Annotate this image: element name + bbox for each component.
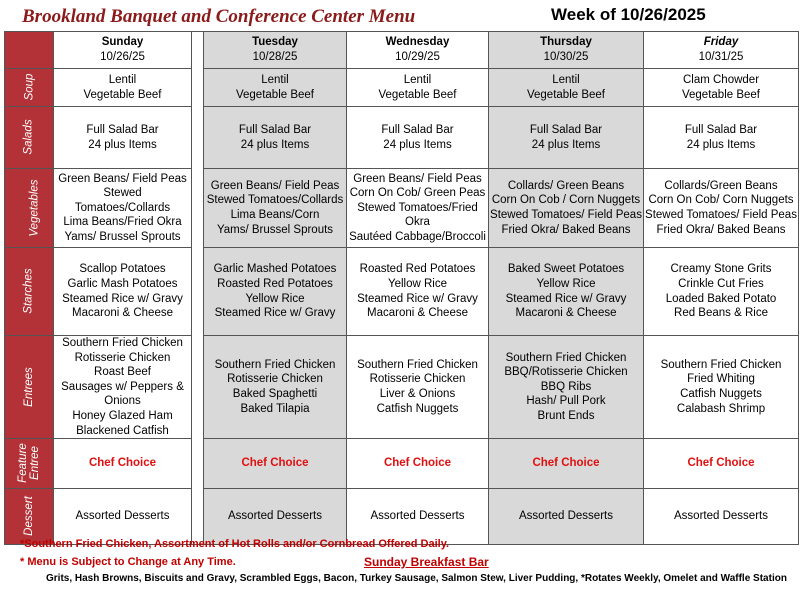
- menu-item: Chef Choice: [687, 457, 755, 470]
- salads-cell-tuesday: [204, 107, 347, 169]
- menu-item: 24 plus Items: [383, 138, 452, 151]
- breakfast-bar-title: Sunday Breakfast Bar: [364, 555, 489, 569]
- vegetables-cell-tuesday: [204, 169, 347, 248]
- day-name: Thursday: [540, 36, 592, 49]
- footer-note-daily: *Southern Fried Chicken, Assortment of Hot Rolls and/or Cornbread Offered Daily.: [20, 538, 450, 550]
- day-name: Wednesday: [385, 36, 450, 49]
- menu-item: Yams/ Brussel Sprouts: [64, 230, 181, 243]
- menu-row-soup: [5, 69, 799, 107]
- menu-item: Vegetable Beef: [235, 88, 314, 101]
- menu-row-vegetables: [5, 169, 799, 248]
- menu-item: Sausages w/ Peppers &: [61, 380, 184, 393]
- feature-entree-cell-tuesday: [204, 439, 347, 489]
- menu-item: Corn On Cob/ Corn Nuggets: [648, 194, 794, 207]
- corner-cell: [5, 32, 54, 69]
- row-label-text: Dessert: [23, 496, 35, 537]
- menu-item: Crinkle Cut Fries: [678, 277, 764, 290]
- entrees-cell-thursday: [489, 336, 644, 439]
- menu-item: Assorted Desserts: [228, 510, 322, 523]
- menu-item: Baked Sweet Potatoes: [507, 263, 625, 276]
- menu-item: Full Salad Bar: [529, 123, 603, 136]
- menu-item: 24 plus Items: [240, 138, 310, 151]
- entrees-cell-friday: [644, 336, 799, 439]
- day-date: 10/31/25: [698, 51, 744, 63]
- entrees-cell-tuesday: [204, 336, 347, 439]
- menu-item: Vegetable Beef: [378, 88, 457, 101]
- salads-cell-friday: [644, 107, 799, 169]
- day-name: Friday: [703, 36, 739, 49]
- feature-entree-cell-friday: [644, 439, 799, 489]
- menu-item: Southern Fried Chicken: [660, 358, 782, 371]
- menu-table: [4, 31, 799, 545]
- menu-item: Rotisserie Chicken: [74, 351, 171, 364]
- row-label-text: Vegetables: [28, 179, 41, 237]
- menu-item: Vegetable Beef: [83, 88, 162, 101]
- menu-item: Lima Beans/Corn: [230, 209, 320, 221]
- starches-cell-wednesday: [347, 248, 489, 336]
- menu-item: Vegetable Beef: [526, 88, 605, 101]
- menu-item: Stewed Tomatoes/ Field Peas: [645, 209, 797, 221]
- feature-entree-cell-wednesday: [347, 439, 489, 489]
- starches-cell-thursday: [489, 248, 644, 336]
- menu-body: [5, 32, 799, 545]
- entrees-cell-sunday: [54, 336, 192, 439]
- menu-item: Chef Choice: [383, 457, 452, 470]
- menu-item: Full Salad Bar: [86, 123, 159, 136]
- menu-item: Green Beans/ Field Peas: [353, 172, 482, 185]
- menu-item: BBQ Ribs: [540, 380, 592, 393]
- dessert-cell-friday: [644, 489, 799, 545]
- menu-item: Sautéed Cabbage/Broccoli: [349, 230, 486, 243]
- menu-item: BBQ/Rotisserie Chicken: [504, 366, 628, 379]
- menu-item: Stewed Tomatoes/Fried: [357, 201, 478, 214]
- menu-item: Red Beans & Rice: [674, 307, 768, 320]
- row-label-salads: [5, 107, 54, 169]
- menu-item: Clam Chowder: [682, 73, 760, 86]
- day-date: 10/26/25: [100, 51, 145, 63]
- row-label-dessert: [5, 489, 54, 545]
- menu-item: Assorted Desserts: [674, 510, 768, 523]
- menu-item: Macaroni & Cheese: [72, 307, 173, 320]
- row-label-feature-entree: [5, 439, 54, 489]
- menu-item: Roasted Red Potatoes: [359, 263, 476, 276]
- menu-item: Macaroni & Cheese: [515, 307, 617, 320]
- row-label-entrees: [5, 336, 54, 439]
- row-label-starches: [5, 248, 54, 336]
- menu-item: Southern Fried Chicken: [62, 337, 183, 349]
- day-header-thursday: [489, 32, 644, 69]
- week-label: Week of 10/26/2025: [551, 5, 706, 24]
- menu-row-salads: [5, 107, 799, 169]
- menu-title: Brookland Banquet and Conference Center Menu: [22, 6, 416, 27]
- menu-item: Stewed Tomatoes/Collards: [206, 194, 344, 207]
- menu-item: Full Salad Bar: [684, 123, 758, 136]
- menu-item: Southern Fried Chicken: [357, 358, 478, 371]
- menu-item: Collards/ Green Beans: [507, 179, 625, 192]
- entrees-cell-wednesday: [347, 336, 489, 439]
- menu-item: Corn On Cob / Corn Nuggets: [491, 194, 641, 207]
- menu-item: 24 plus Items: [531, 138, 601, 151]
- menu-item: Stewed Tomatoes/ Field Peas: [490, 209, 642, 221]
- footer-note-change: * Menu is Subject to Change at Any Time.: [20, 556, 236, 568]
- day-header-tuesday: [204, 32, 347, 69]
- menu-item: Steamed Rice w/ Gravy: [357, 292, 478, 305]
- menu-item: Assorted Desserts: [519, 510, 613, 523]
- starches-cell-tuesday: [204, 248, 347, 336]
- menu-item: Southern Fried Chicken: [214, 358, 336, 371]
- menu-item: Catfish Nuggets: [680, 388, 762, 401]
- menu-item: Yams/ Brussel Sprouts: [216, 223, 334, 236]
- menu-item: Full Salad Bar: [381, 123, 454, 136]
- menu-item: Lima Beans/Fried Okra: [63, 216, 182, 229]
- menu-item: Macaroni & Cheese: [367, 307, 468, 320]
- menu-item: Roast Beef: [94, 366, 151, 379]
- menu-row-entrees: [5, 336, 799, 439]
- soup-cell-tuesday: [204, 69, 347, 107]
- menu-item: Garlic Mashed Potatoes: [213, 263, 337, 276]
- menu-item: Lentil: [403, 73, 432, 86]
- starches-cell-friday: [644, 248, 799, 336]
- dessert-cell-tuesday: [204, 489, 347, 545]
- menu-item: Assorted Desserts: [75, 510, 170, 523]
- menu-item: Honey Glazed Ham: [72, 409, 173, 422]
- menu-item: Yellow Rice: [245, 292, 305, 305]
- salads-cell-wednesday: [347, 107, 489, 169]
- menu-item: Collards/Green Beans: [664, 179, 778, 192]
- salads-cell-sunday: [54, 107, 192, 169]
- menu-item: Steamed Rice w/ Gravy: [62, 292, 183, 305]
- row-label-soup: [5, 69, 54, 107]
- menu-row-dessert: [5, 489, 799, 545]
- day-name: Sunday: [101, 36, 144, 49]
- menu-item: Lentil: [552, 73, 580, 86]
- vegetables-cell-wednesday: [347, 169, 489, 248]
- day-date: 10/30/25: [543, 51, 589, 63]
- menu-item: Onions: [104, 395, 141, 408]
- menu-item: Corn On Cob/ Green Peas: [349, 187, 486, 200]
- day-date: 10/29/25: [395, 51, 440, 63]
- menu-item: Chef Choice: [88, 457, 157, 470]
- day-header-sunday: [54, 32, 192, 69]
- menu-item: Catfish Nuggets: [376, 402, 459, 415]
- breakfast-bar-items: Grits, Hash Browns, Biscuits and Gravy, Scrambled Eggs, Bacon, Turkey Sausage, Salmon Stew, Liver Pudding, *Rotates Weekly, Omelet and Waffle Station: [46, 573, 787, 584]
- menu-item: Vegetable Beef: [681, 88, 760, 101]
- vegetables-cell-friday: [644, 169, 799, 248]
- menu-item: Liver & Onions: [379, 388, 456, 401]
- menu-item: Yellow Rice: [536, 277, 596, 290]
- menu-item: Baked Spaghetti: [232, 388, 318, 401]
- feature-entree-cell-thursday: [489, 439, 644, 489]
- menu-item: Okra: [405, 216, 430, 229]
- menu-item: Lentil: [108, 73, 137, 86]
- column-gap: [192, 32, 204, 545]
- menu-item: Fried Okra/ Baked Beans: [656, 223, 786, 236]
- menu-item: Lentil: [261, 73, 289, 86]
- row-label-vegetables: [5, 169, 54, 248]
- menu-item: Yellow Rice: [387, 277, 448, 290]
- soup-cell-wednesday: [347, 69, 489, 107]
- menu-item: Scallop Potatoes: [79, 263, 166, 276]
- vegetables-cell-thursday: [489, 169, 644, 248]
- menu-item: Blackened Catfish: [76, 424, 169, 437]
- menu-item: Full Salad Bar: [238, 123, 312, 136]
- menu-item: Stewed Tomatoes/Collards: [74, 187, 171, 214]
- menu-item: Fried Whiting: [687, 373, 755, 386]
- menu-item: Rotisserie Chicken: [369, 373, 466, 386]
- row-label-text: Feature Entree: [17, 443, 41, 483]
- menu-item: Southern Fried Chicken: [505, 351, 627, 364]
- salads-cell-thursday: [489, 107, 644, 169]
- feature-entree-cell-sunday: [54, 439, 192, 489]
- menu-item: 24 plus Items: [686, 138, 756, 151]
- day-date: 10/28/25: [252, 51, 298, 63]
- soup-cell-thursday: [489, 69, 644, 107]
- menu-item: Rotisserie Chicken: [227, 373, 323, 386]
- menu-item: Hash/ Pull Pork: [526, 395, 606, 408]
- menu-item: Loaded Baked Potato: [665, 292, 777, 305]
- menu-item: Assorted Desserts: [370, 510, 465, 523]
- header-row: [5, 32, 799, 69]
- menu-item: Baked Tilapia: [240, 402, 310, 415]
- day-header-wednesday: [347, 32, 489, 69]
- row-label-text: Entrees: [22, 366, 35, 407]
- soup-cell-friday: [644, 69, 799, 107]
- dessert-cell-thursday: [489, 489, 644, 545]
- menu-item: Fried Okra/ Baked Beans: [501, 223, 631, 236]
- menu-item: 24 plus Items: [88, 138, 157, 151]
- menu-item: Green Beans/ Field Peas: [58, 172, 187, 185]
- starches-cell-sunday: [54, 248, 192, 336]
- day-header-friday: [644, 32, 799, 69]
- menu-item: Brunt Ends: [537, 409, 595, 422]
- menu-item: Creamy Stone Grits: [670, 263, 772, 276]
- menu-item: Green Beans/ Field Peas: [210, 179, 340, 192]
- menu-item: Calabash Shrimp: [676, 402, 766, 415]
- menu-item: Chef Choice: [532, 457, 600, 470]
- day-name: Tuesday: [252, 36, 298, 49]
- menu-item: Steamed Rice w/ Gravy: [505, 292, 627, 305]
- row-label-text: Starches: [22, 268, 35, 314]
- menu-item: Steamed Rice w/ Gravy: [214, 307, 336, 320]
- menu-item: Roasted Red Potatoes: [217, 277, 333, 290]
- menu-row-starches: [5, 248, 799, 336]
- row-label-text: Soup: [22, 73, 35, 101]
- dessert-cell-wednesday: [347, 489, 489, 545]
- soup-cell-sunday: [54, 69, 192, 107]
- dessert-cell-sunday: [54, 489, 192, 545]
- menu-row-feature-entree: [5, 439, 799, 489]
- vegetables-cell-sunday: [54, 169, 192, 248]
- row-label-text: Salads: [22, 119, 35, 155]
- menu-item: Garlic Mash Potatoes: [67, 277, 178, 290]
- menu-item: Chef Choice: [241, 457, 309, 470]
